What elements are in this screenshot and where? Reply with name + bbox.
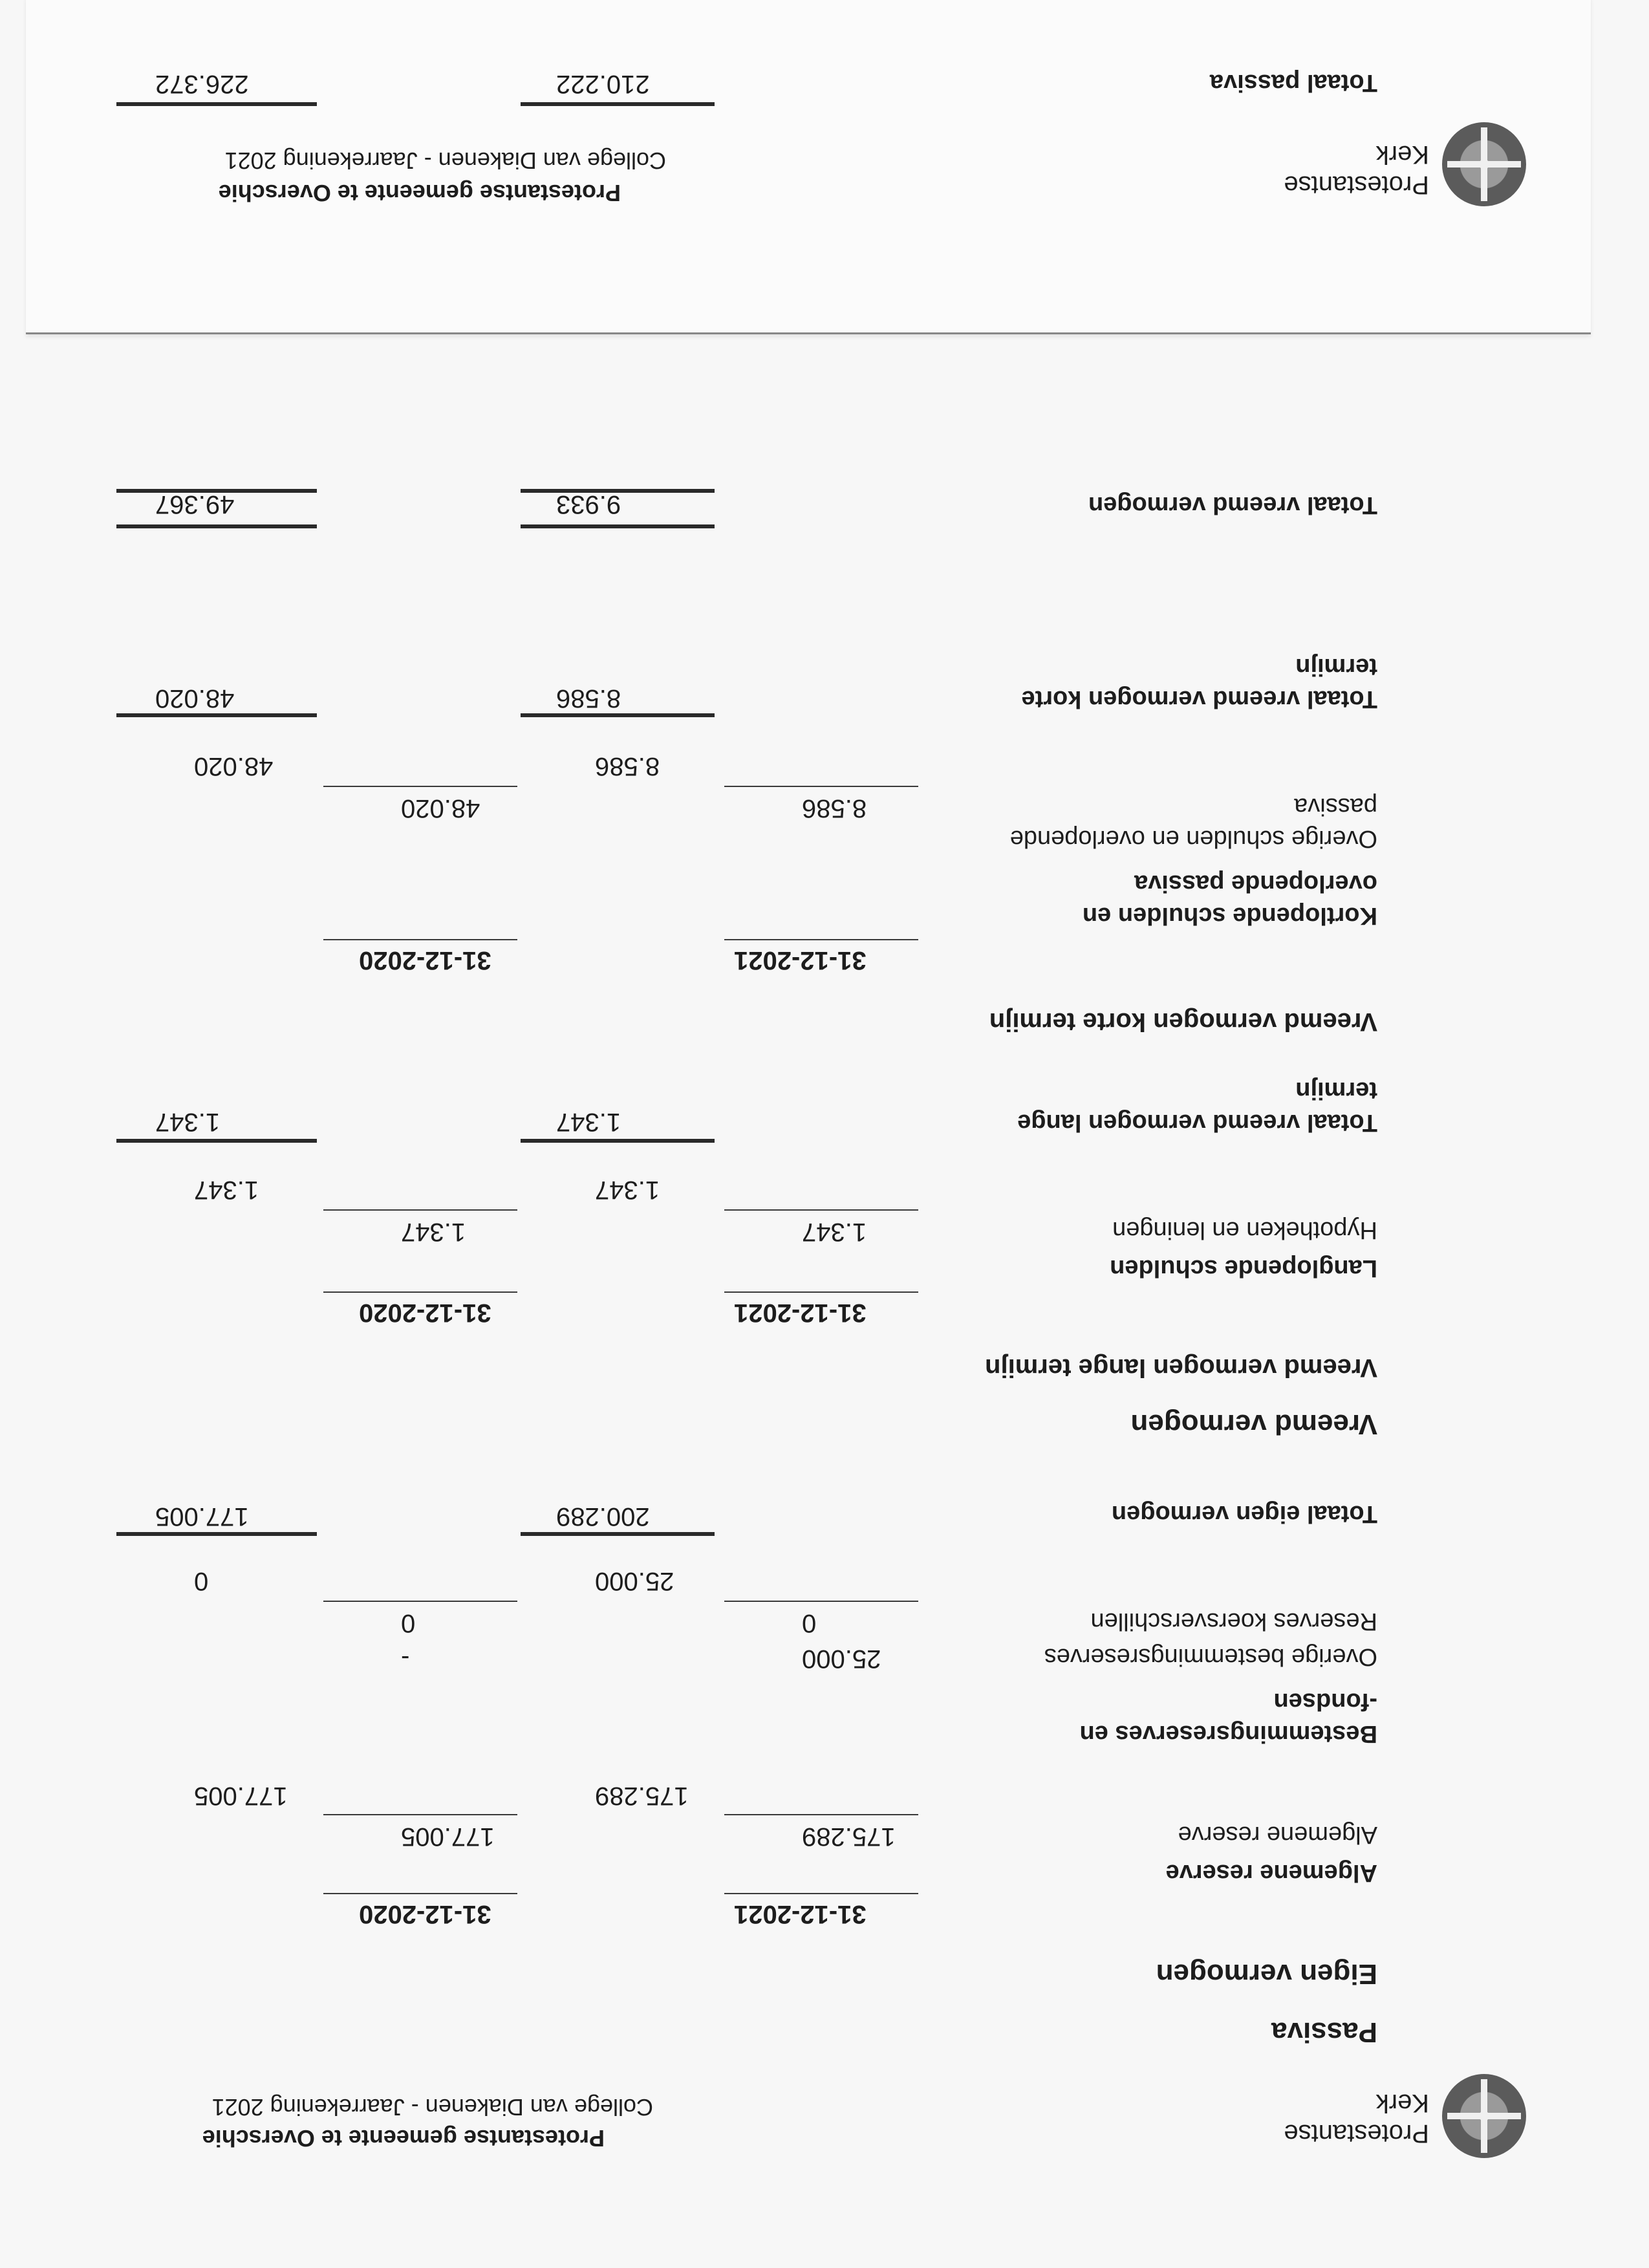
total-underline [116,1139,317,1143]
subtotal-2021: 1.347 [595,1176,660,1204]
row-label: Reserves koersverschillen [1090,1608,1377,1635]
divider [323,1291,517,1293]
total-underline [521,1532,715,1536]
total-label: termijn [1295,653,1377,680]
total-value-2021: 9.933 [556,490,621,519]
divider [724,786,918,787]
subsection-heading-lange-termijn: Vreemd vermogen lange termijn [985,1354,1377,1382]
divider [323,939,517,940]
divider [724,1893,918,1894]
column-header-2021: 31-12-2021 [734,946,867,975]
row-value-2020: 177.005 [401,1822,495,1851]
row-value-2021: 175.289 [802,1822,896,1851]
column-header-2020: 31-12-2020 [359,1299,491,1327]
subtotal-2021: 8.586 [595,752,660,781]
divider [724,939,918,940]
total-label: Totaal vreemd vermogen lange [1017,1109,1377,1136]
church-logo-icon [1442,122,1526,206]
subtotal-2020: 1.347 [194,1176,259,1204]
total-value-2020: 1.347 [155,1108,221,1136]
total-underline [521,1139,715,1143]
document-subtitle: College van Diakenen - Jaarrekening 2021 [224,147,666,174]
subsection-heading: -fondsen [1273,1688,1377,1715]
subtotal-2020: 0 [194,1567,209,1595]
divider [724,1601,918,1602]
divider [323,1601,517,1602]
column-header-2020: 31-12-2020 [359,1900,491,1928]
divider [323,1814,517,1815]
divider [323,786,517,787]
divider [323,1209,517,1211]
total-value-2021: 200.289 [556,1502,650,1531]
subsection-heading: Bestemmingsreserves en [1079,1720,1377,1747]
subtotal-2021: 25.000 [595,1567,674,1595]
subsection-heading: overlopende passiva [1134,870,1377,897]
column-header-2021: 31-12-2021 [734,1900,867,1928]
document-title: Protestantse gemeente te Overschie [202,2125,605,2152]
org-name-line2: Kerk [1375,2089,1429,2117]
total-label: Totaal vreemd vermogen [1088,491,1377,519]
subsection-heading-korte-termijn: Vreemd vermogen korte termijn [989,1008,1377,1036]
row-label: passiva [1294,793,1377,820]
row-label: Hypotheken en leningen [1112,1216,1377,1244]
row-value-2020: 0 [401,1609,416,1637]
subtotal-2020: 48.020 [194,752,274,781]
divider [724,1814,918,1815]
row-value-2020: - [401,1645,410,1673]
section-heading-eigen-vermogen: Eigen vermogen [1156,1958,1377,1990]
page-title: Passiva [1271,2016,1377,2048]
total-underline [521,713,715,717]
total-underline [521,524,715,528]
row-label: Algemene reserve [1178,1821,1377,1848]
org-name-line2: Kerk [1375,140,1429,169]
total-underline [116,524,317,528]
total-underline [116,102,317,106]
subtotal-2020: 177.005 [194,1782,288,1810]
subtotal-2021: 175.289 [595,1782,689,1810]
total-label: termijn [1295,1077,1377,1104]
total-underline [116,713,317,717]
document-subtitle: College van Diakenen - Jaarrekening 2021 [211,2094,653,2121]
row-value-2020: 48.020 [401,794,480,823]
total-value-2020: 49.367 [155,490,235,519]
column-header-2021: 31-12-2021 [734,1299,867,1327]
row-value-2021: 25.000 [802,1645,881,1673]
subsection-heading: Langlopende schulden [1110,1255,1377,1282]
document-title: Protestantse gemeente te Overschie [218,180,621,206]
total-value-2021: 8.586 [556,684,621,713]
subsection-heading: Algemene reserve [1165,1859,1377,1886]
divider [724,1209,918,1211]
total-underline [521,102,715,106]
row-value-2021: 8.586 [802,794,867,823]
total-label: Totaal vreemd vermogen korte [1021,686,1377,713]
org-name-line1: Protestantse [1284,171,1429,199]
row-value-2020: 1.347 [401,1218,466,1246]
row-value-2021: 0 [802,1609,817,1637]
row-label: Overige schulden en overlopende [1009,825,1377,852]
total-passiva-2020: 226.372 [155,70,249,98]
column-header-2020: 31-12-2020 [359,946,491,975]
total-underline [116,1532,317,1536]
total-value-2020: 48.020 [155,684,235,713]
church-logo-icon [1442,2074,1526,2158]
row-value-2021: 1.347 [802,1218,867,1246]
org-name-line1: Protestantse [1284,2119,1429,2148]
total-passiva-label: Totaal passiva [1209,69,1377,96]
total-passiva-2021: 210.222 [556,70,650,98]
subsection-heading: Kortlopende schulden en [1082,902,1377,929]
divider [724,1291,918,1293]
divider [323,1893,517,1894]
total-value-2020: 177.005 [155,1502,249,1531]
overlay-sheet [26,0,1591,334]
row-label: Overige bestemmingsreserves [1044,1643,1377,1670]
total-label: Totaal eigen vermogen [1111,1500,1377,1528]
total-value-2021: 1.347 [556,1108,621,1136]
section-heading-vreemd-vermogen: Vreemd vermogen [1130,1409,1377,1440]
